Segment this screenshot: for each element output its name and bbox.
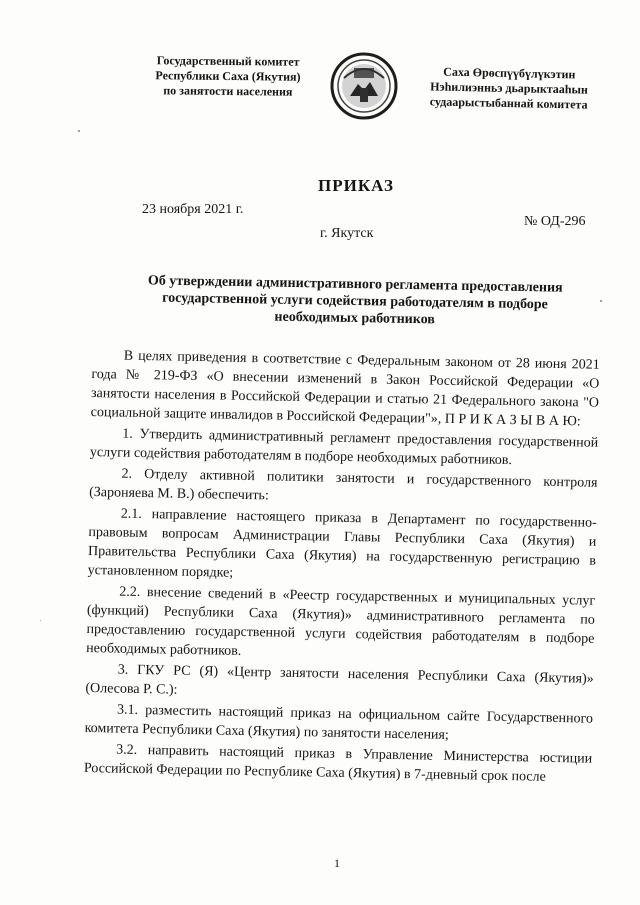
body-paragraph: 2.2. внесение сведений в «Реестр государственных и муниципальных услуг (функций) Республики Саха (Якутия)» административного регламента по предоставлению государственной услуги содействия работодателям в подборе необходимых работников. bbox=[86, 584, 596, 659]
body-paragraph: 2. Отделу активной политики занятости и государственного контроля (Зароняева М. В.) обеспечить: bbox=[89, 466, 598, 504]
body-paragraph: 3.1. разместить настоящий приказ на официальном сайте Государственного комитета Республики Саха (Якутия) по занятости населения; bbox=[84, 702, 594, 743]
issuer-name-yakut bbox=[404, 64, 615, 113]
document-date: 23 ноября 2021 г. bbox=[142, 202, 244, 217]
issuer-name-russian bbox=[138, 53, 318, 100]
issuer-line: Республики Саха (Якутия) bbox=[155, 68, 301, 84]
coat-of-arms-emblem bbox=[330, 52, 398, 120]
document-number: № ОД-296 bbox=[524, 214, 586, 229]
scan-speck bbox=[40, 620, 41, 621]
body-paragraph: 3. ГКУ РС (Я) «Центр занятости населения Республики Саха (Якутия)» (Олесова Р. С.): bbox=[85, 662, 594, 698]
document-subject: Об утверждении административного регламента предоставления государственной услуги содействия работодателям в подборе необходимых работников bbox=[147, 273, 563, 328]
issuer-line: Саха Өрөспүүбүлүкэтин bbox=[443, 64, 576, 82]
document-title: ПРИКАЗ bbox=[318, 176, 394, 195]
issuer-line: Нэһилиэнньэ дьарыктааһын судаарыстыбаннай комитета bbox=[429, 79, 588, 112]
body-paragraph: В целях приведения в соответствие с Федеральным законом от 28 июня 2021 года № 219-ФЗ «О внесении изменений в Закон Российской Федерации «О занятости населения в Российской Федерации и статью 21 Федерального закона "О социальной защите инвалидов в Российской Федерации"», П Р И К А З Ы В А Ю: bbox=[90, 348, 600, 430]
document-body bbox=[84, 346, 600, 790]
issuer-line: по занятости населения bbox=[163, 83, 293, 99]
body-paragraph: 3.2. направить настоящий приказ в Управление Министерства юстиции Российской Федерации по Республике Саха (Якутия) в 7-дневный срок после bbox=[83, 742, 593, 785]
body-paragraph: 1. Утвердить административный регламент предоставления государственной услуги содействия работодателям в подборе необходимых работников. bbox=[89, 426, 599, 469]
issuer-line: Государственный комитет bbox=[156, 53, 300, 69]
page-number: 1 bbox=[334, 856, 340, 870]
scan-speck bbox=[600, 300, 602, 302]
scan-speck bbox=[78, 130, 80, 132]
document-city: г. Якутск bbox=[320, 226, 374, 241]
body-paragraph: 2.1. направление настоящего приказа в Департамент по государственно-правовым вопросам Администрации Главы Республики Саха (Якутия) и Правительства Республики Саха (Якутия) на государственную регистрацию в установленном порядке; bbox=[87, 506, 597, 581]
